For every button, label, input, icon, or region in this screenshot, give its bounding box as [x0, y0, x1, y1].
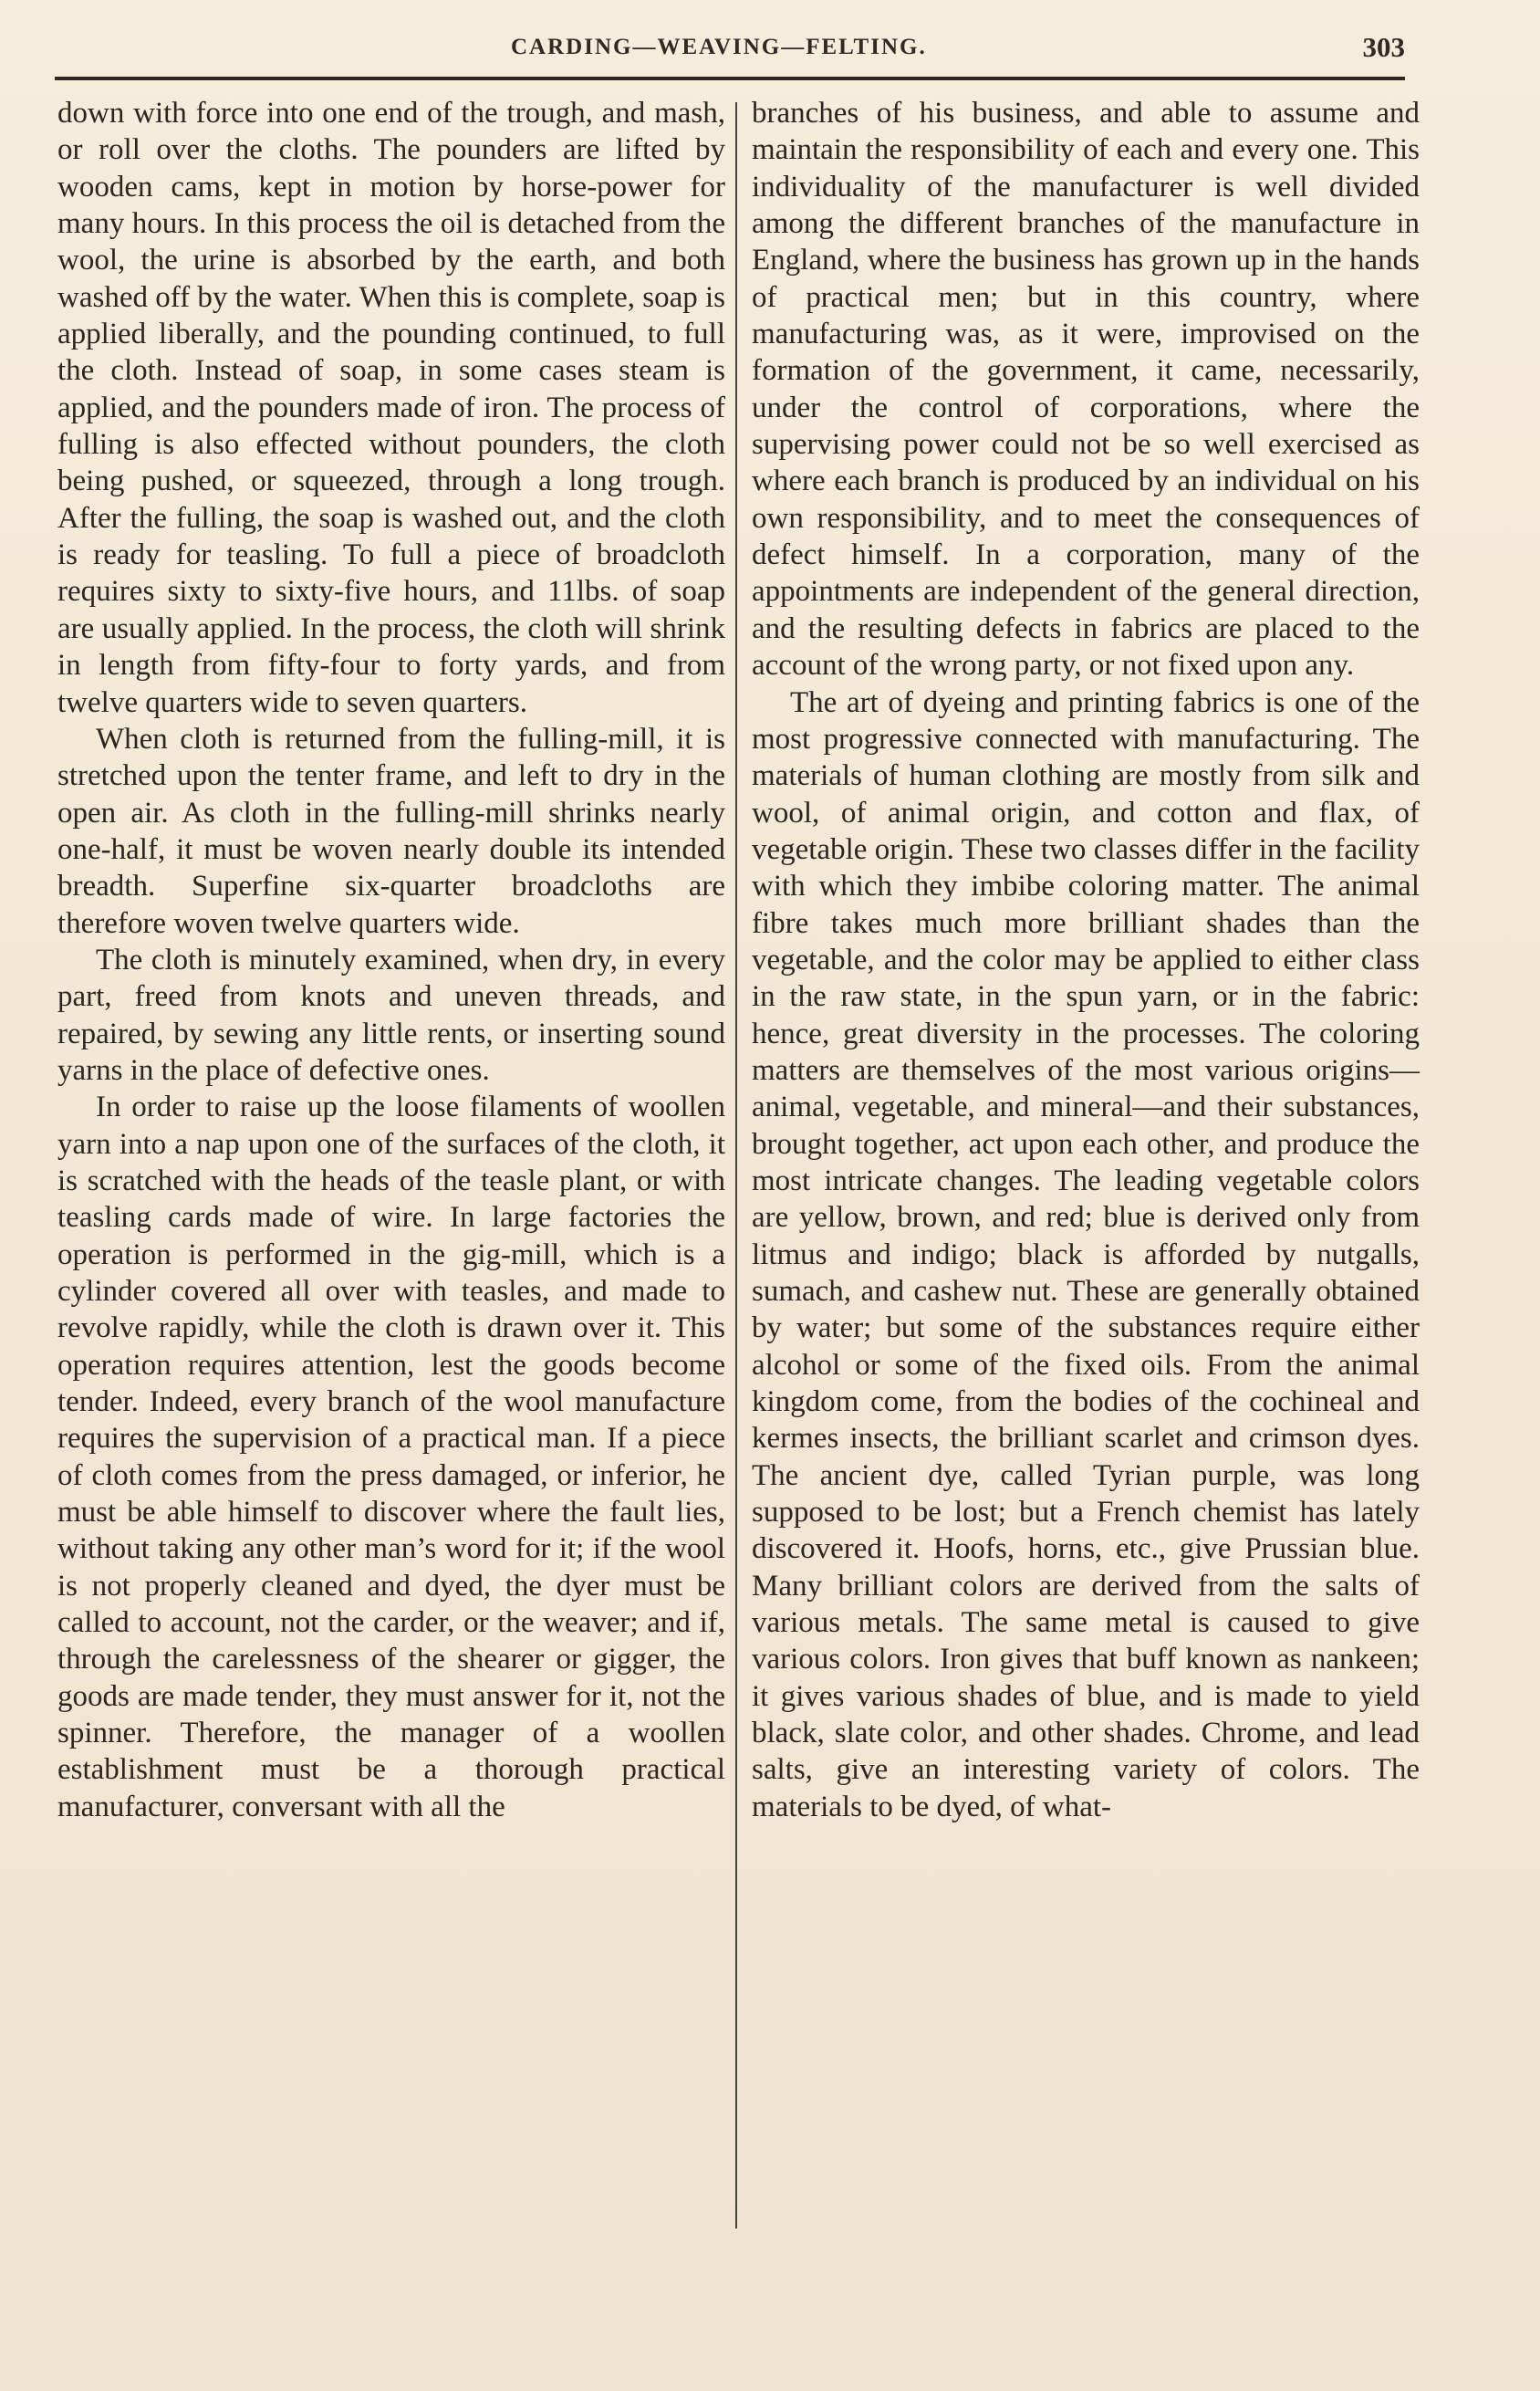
- left-paragraph-3: The cloth is minutely examined, when dry, in every part, freed from knots and uneven threads, and repaired, by sewing any little rents, or inserting sound yarns in the place of defective ones.: [57, 943, 725, 1087]
- left-paragraph-1: down with force into one end of the trough, and mash, or roll over the cloths. The pounders are lifted by wooden cams, kept in motion by horse-power for many hours. In this process the oil is detached from the wool, the urine is absorbed by the earth, and both washed off by the water. When this is complete, soap is applied liberally, and the pounding continued, to full the cloth. Instead of soap, in some cases steam is applied, and the pounders made of iron. The process of fulling is also effected without pounders, the cloth being pushed, or squeezed, through a long trough. After the fulling, the soap is washed out, and the cloth is ready for teasling. To full a piece of broadcloth requires sixty to sixty-five hours, and 11lbs. of soap are usually applied. In the process, the cloth will shrink in length from fifty-four to forty yards, and from twelve quarters wide to seven quarters.: [57, 97, 725, 719]
- left-paragraph-4: In order to raise up the loose filaments of woollen yarn into a nap upon one of the surfaces of the cloth, it is scratched with the heads of the teasle plant, or with teasling cards made of wire. In large factories the operation is performed in the gig-mill, which is a cylinder covered all over with teasles, and made to revolve rapidly, while the cloth is drawn over it. This operation requires attention, lest the goods become tender. Indeed, every branch of the wool manufacture requires the supervision of a practical man. If a piece of cloth comes from the press damaged, or inferior, he must be able himself to discover where the fault lies, without taking any other man’s word for it; if the wool is not properly cleaned and dyed, the dyer must be called to account, not the carder, or the weaver; and if, through the carelessness of the shearer or gigger, the goods are made tender, they must answer for it, not the spinner. Therefore, the manager of a woollen establishment must be a thorough practical manufacturer, conversant with all the: [57, 1091, 725, 1823]
- left-paragraph-2: When cloth is returned from the fulling-mill, it is stretched upon the tenter frame, and left to dry in the open air. As cloth in the fulling-mill shrinks nearly one-half, it must be woven nearly double its intended breadth. Superfine six-quarter broadcloths are therefore woven twelve quarters wide.: [57, 722, 725, 940]
- column-divider: [735, 102, 737, 2229]
- page-number: 303: [1362, 31, 1405, 63]
- header-rule: [55, 77, 1405, 80]
- right-column: [752, 95, 1420, 1825]
- running-head: [55, 31, 1405, 68]
- left-column: [57, 95, 725, 1825]
- right-paragraph-2: The art of dyeing and printing fabrics is one of the most progressive connected with manufacturing. The materials of human clothing are mostly from silk and wool, of animal origin, and cotton and flax, of vegetable origin. These two classes differ in the facility with which they imbibe coloring matter. The animal fibre takes much more brilliant shades than the vegetable, and the color may be applied to either class in the raw state, in the spun yarn, or in the fabric: hence, great diversity in the processes. The coloring matters are themselves of the most various origins—animal, vegetable, and mineral—and their substances, brought together, act upon each other, and produce the most intricate changes. The leading vegetable colors are yellow, brown, and red; blue is derived only from litmus and indigo; black is afforded by nutgalls, sumach, and cashew nut. These are generally obtained by water; but some of the substances require either alcohol or some of the fixed oils. From the animal kingdom come, from the bodies of the cochineal and kermes insects, the brilliant scarlet and crimson dyes. The ancient dye, called Tyrian purple, was long supposed to be lost; but a French chemist has lately discovered it. Hoofs, horns, etc., give Prussian blue. Many brilliant colors are derived from the salts of various metals. The same metal is caused to give various colors. Iron gives that buff known as nankeen; it gives various shades of blue, and is made to yield black, slate color, and other shades. Chrome, and lead salts, give an interesting variety of colors. The materials to be dyed, of what-: [752, 685, 1420, 1823]
- running-title: CARDING—WEAVING—FELTING.: [511, 35, 927, 59]
- right-paragraph-1: branches of his business, and able to assume and maintain the responsibility of each and every one. This individuality of the manufacturer is well divided among the different branches of the manufacture in England, where the business has grown up in the hands of practical men; but in this country, where manufacturing was, as it were, improvised on the formation of the government, it came, necessarily, under the control of corporations, where the supervising power could not be so well exercised as where each branch is produced by an individual on his own responsibility, and to meet the consequences of defect himself. In a corporation, many of the appointments are independent of the general direction, and the resulting defects in fabrics are placed to the account of the wrong party, or not fixed upon any.: [752, 97, 1420, 683]
